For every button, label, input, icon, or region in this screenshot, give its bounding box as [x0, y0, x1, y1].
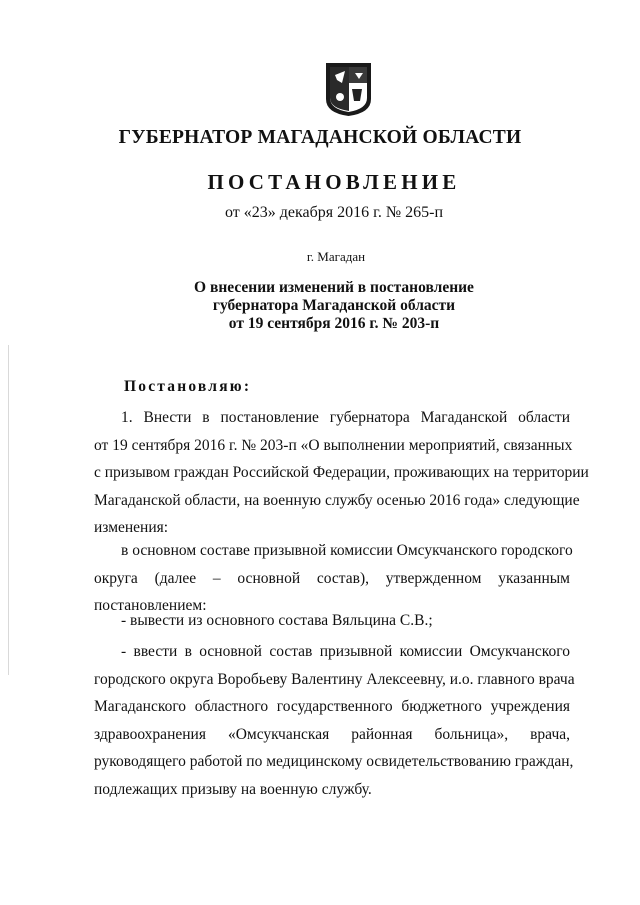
paragraph-line: городского округа Воробьеву Валентину Алексеевну, и.о. главного врача	[94, 670, 575, 688]
paragraph-1	[94, 404, 589, 542]
paragraph-line: - ввести в основной состав призывной комиссии Омсукчанского	[121, 643, 570, 660]
paragraph-line: руководящего работой по медицинскому освидетельствованию граждан,	[94, 753, 574, 770]
coat-of-arms-icon	[325, 61, 372, 117]
paragraph-line: постановлением:	[94, 597, 207, 614]
paragraph-line: в основном составе призывной комиссии Омсукчанского городского	[121, 542, 573, 559]
paragraph-line: округа (далее – основной состав), утвержденном указанным	[94, 569, 570, 587]
paragraph-line: 1. Внести в постановление губернатора Магаданской области	[121, 409, 570, 426]
subject-line: губернатора Магаданской области	[212, 297, 456, 314]
paragraph-3	[94, 607, 570, 635]
document-subject	[14, 279, 640, 333]
paragraph-line: здравоохранения «Омсукчанская районная больница», врача,	[94, 725, 570, 743]
paragraph-line: Магаданского областного государственного бюджетного учреждения	[94, 698, 570, 715]
paragraph-line: с призывом граждан Российской Федерации, проживающих на территории	[94, 464, 589, 481]
paragraph-line: Магаданской области, на военную службу осенью 2016 года» следующие	[94, 491, 580, 509]
paragraph-line: подлежащих призыву на военную службу.	[94, 780, 372, 798]
paragraph-line: - вывести из основного состава Вяльцина С.В.;	[121, 612, 433, 629]
subject-line: от 19 сентября 2016 г. № 203-п	[228, 315, 440, 332]
scan-edge-mark	[8, 345, 9, 675]
subject-line: О внесении изменений в постановление	[194, 279, 474, 296]
document-city: г. Магадан	[306, 249, 366, 264]
paragraph-line: от 19 сентября 2016 г. № 203-п «О выполнении мероприятий, связанных	[94, 436, 573, 454]
paragraph-line: изменения:	[94, 519, 169, 536]
decree-word: Постановляю:	[124, 378, 252, 395]
paragraph-4	[94, 638, 575, 803]
document-type: ПОСТАНОВЛЕНИЕ	[207, 170, 461, 194]
document-date-number: от «23» декабря 2016 г. № 265-п	[224, 204, 444, 221]
issuer-title: ГУБЕРНАТОР МАГАДАНСКОЙ ОБЛАСТИ	[118, 127, 522, 148]
